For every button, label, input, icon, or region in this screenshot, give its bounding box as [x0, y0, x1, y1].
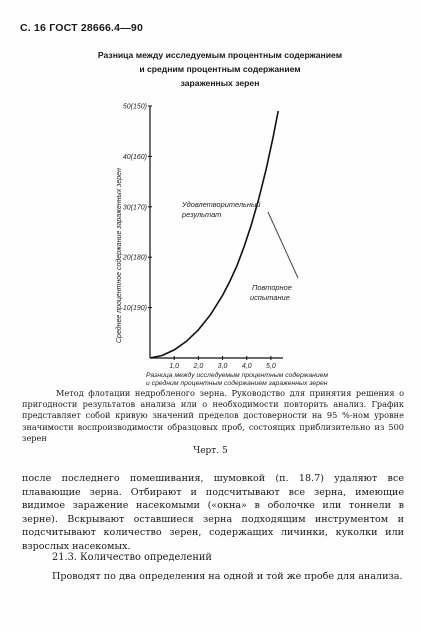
chart-title-line-1: Разница между исследуемым процентным содержанием — [97, 50, 343, 60]
annotation-repeat-line-2: испытание — [250, 293, 290, 302]
y-tick-label: 50(150) — [122, 103, 147, 111]
confidence-curve — [150, 111, 278, 358]
y-tick-label: 40(160) — [122, 153, 147, 161]
x-tick-label: 4,0 — [241, 363, 252, 370]
chart-axes — [150, 106, 283, 358]
y-tick-label: 20(180) — [122, 254, 147, 262]
annotation-repeat-line-1: Повторное — [252, 283, 292, 292]
x-tick-label: 1,0 — [169, 363, 180, 370]
annotation-satisfactory-line-2: результат — [182, 210, 222, 219]
page-header: С. 16 ГОСТ 28666.4—90 — [20, 22, 143, 34]
figure-caption: Метод флотации недробленого зерна. Руководство для принятия решения о пригодности результатов анализа или о необходимости повторить анализ. График представляет собой кривую значений пределов достоверности на 95 %-ном уровне значимости воспроизводимости образцовых проб, состоящих приблизительно из 500 зерен — [22, 388, 404, 443]
x-tick-label: 5,0 — [266, 363, 276, 370]
x-tick-label: 3,0 — [217, 363, 228, 370]
x-axis-label-line-1: Разница между исследуемым процентным содержанием — [146, 372, 329, 379]
chart-title-line-3: зараженных зерен — [180, 78, 260, 88]
y-tick-group — [122, 104, 152, 313]
section-title: 21.3. Количество определений — [52, 552, 212, 563]
x-axis-label-line-2: и средним процентным содержанием зараженных зерен — [146, 380, 328, 387]
annotation-repeat-test — [250, 283, 292, 302]
y-axis-label: Среднее процентное содержание зараженных зерен — [116, 168, 123, 343]
annotation-satisfactory-line-1: Удовлетворительный — [182, 200, 261, 209]
annotation-satisfactory — [181, 200, 261, 219]
figure-label: Черт. 5 — [193, 446, 228, 456]
y-tick-label: 10(190) — [122, 305, 147, 313]
paragraph-determinations: Проводят по два определения на одной и той же пробе для анализа. — [52, 571, 403, 582]
chart-title-line-2: и средним процентным содержанием — [139, 64, 301, 74]
leader-line — [268, 212, 298, 278]
y-tick-label: 30(170) — [122, 204, 147, 212]
x-tick-label: 2,0 — [193, 363, 204, 370]
paragraph-procedure: после последнего помешивания, шумовкой (п. 18.7) удаляют все плавающие зерна. Отбирают и подсчитывают все зерна, имеющие видимое заражение насекомыми («окна» в оболочке или тоннели в зерне). Вскрывают оставшиеся зерна подходящим инструментом и подсчитывают количество зерен, содержащих личинки, куколки или взрослых насекомых. — [22, 473, 404, 552]
